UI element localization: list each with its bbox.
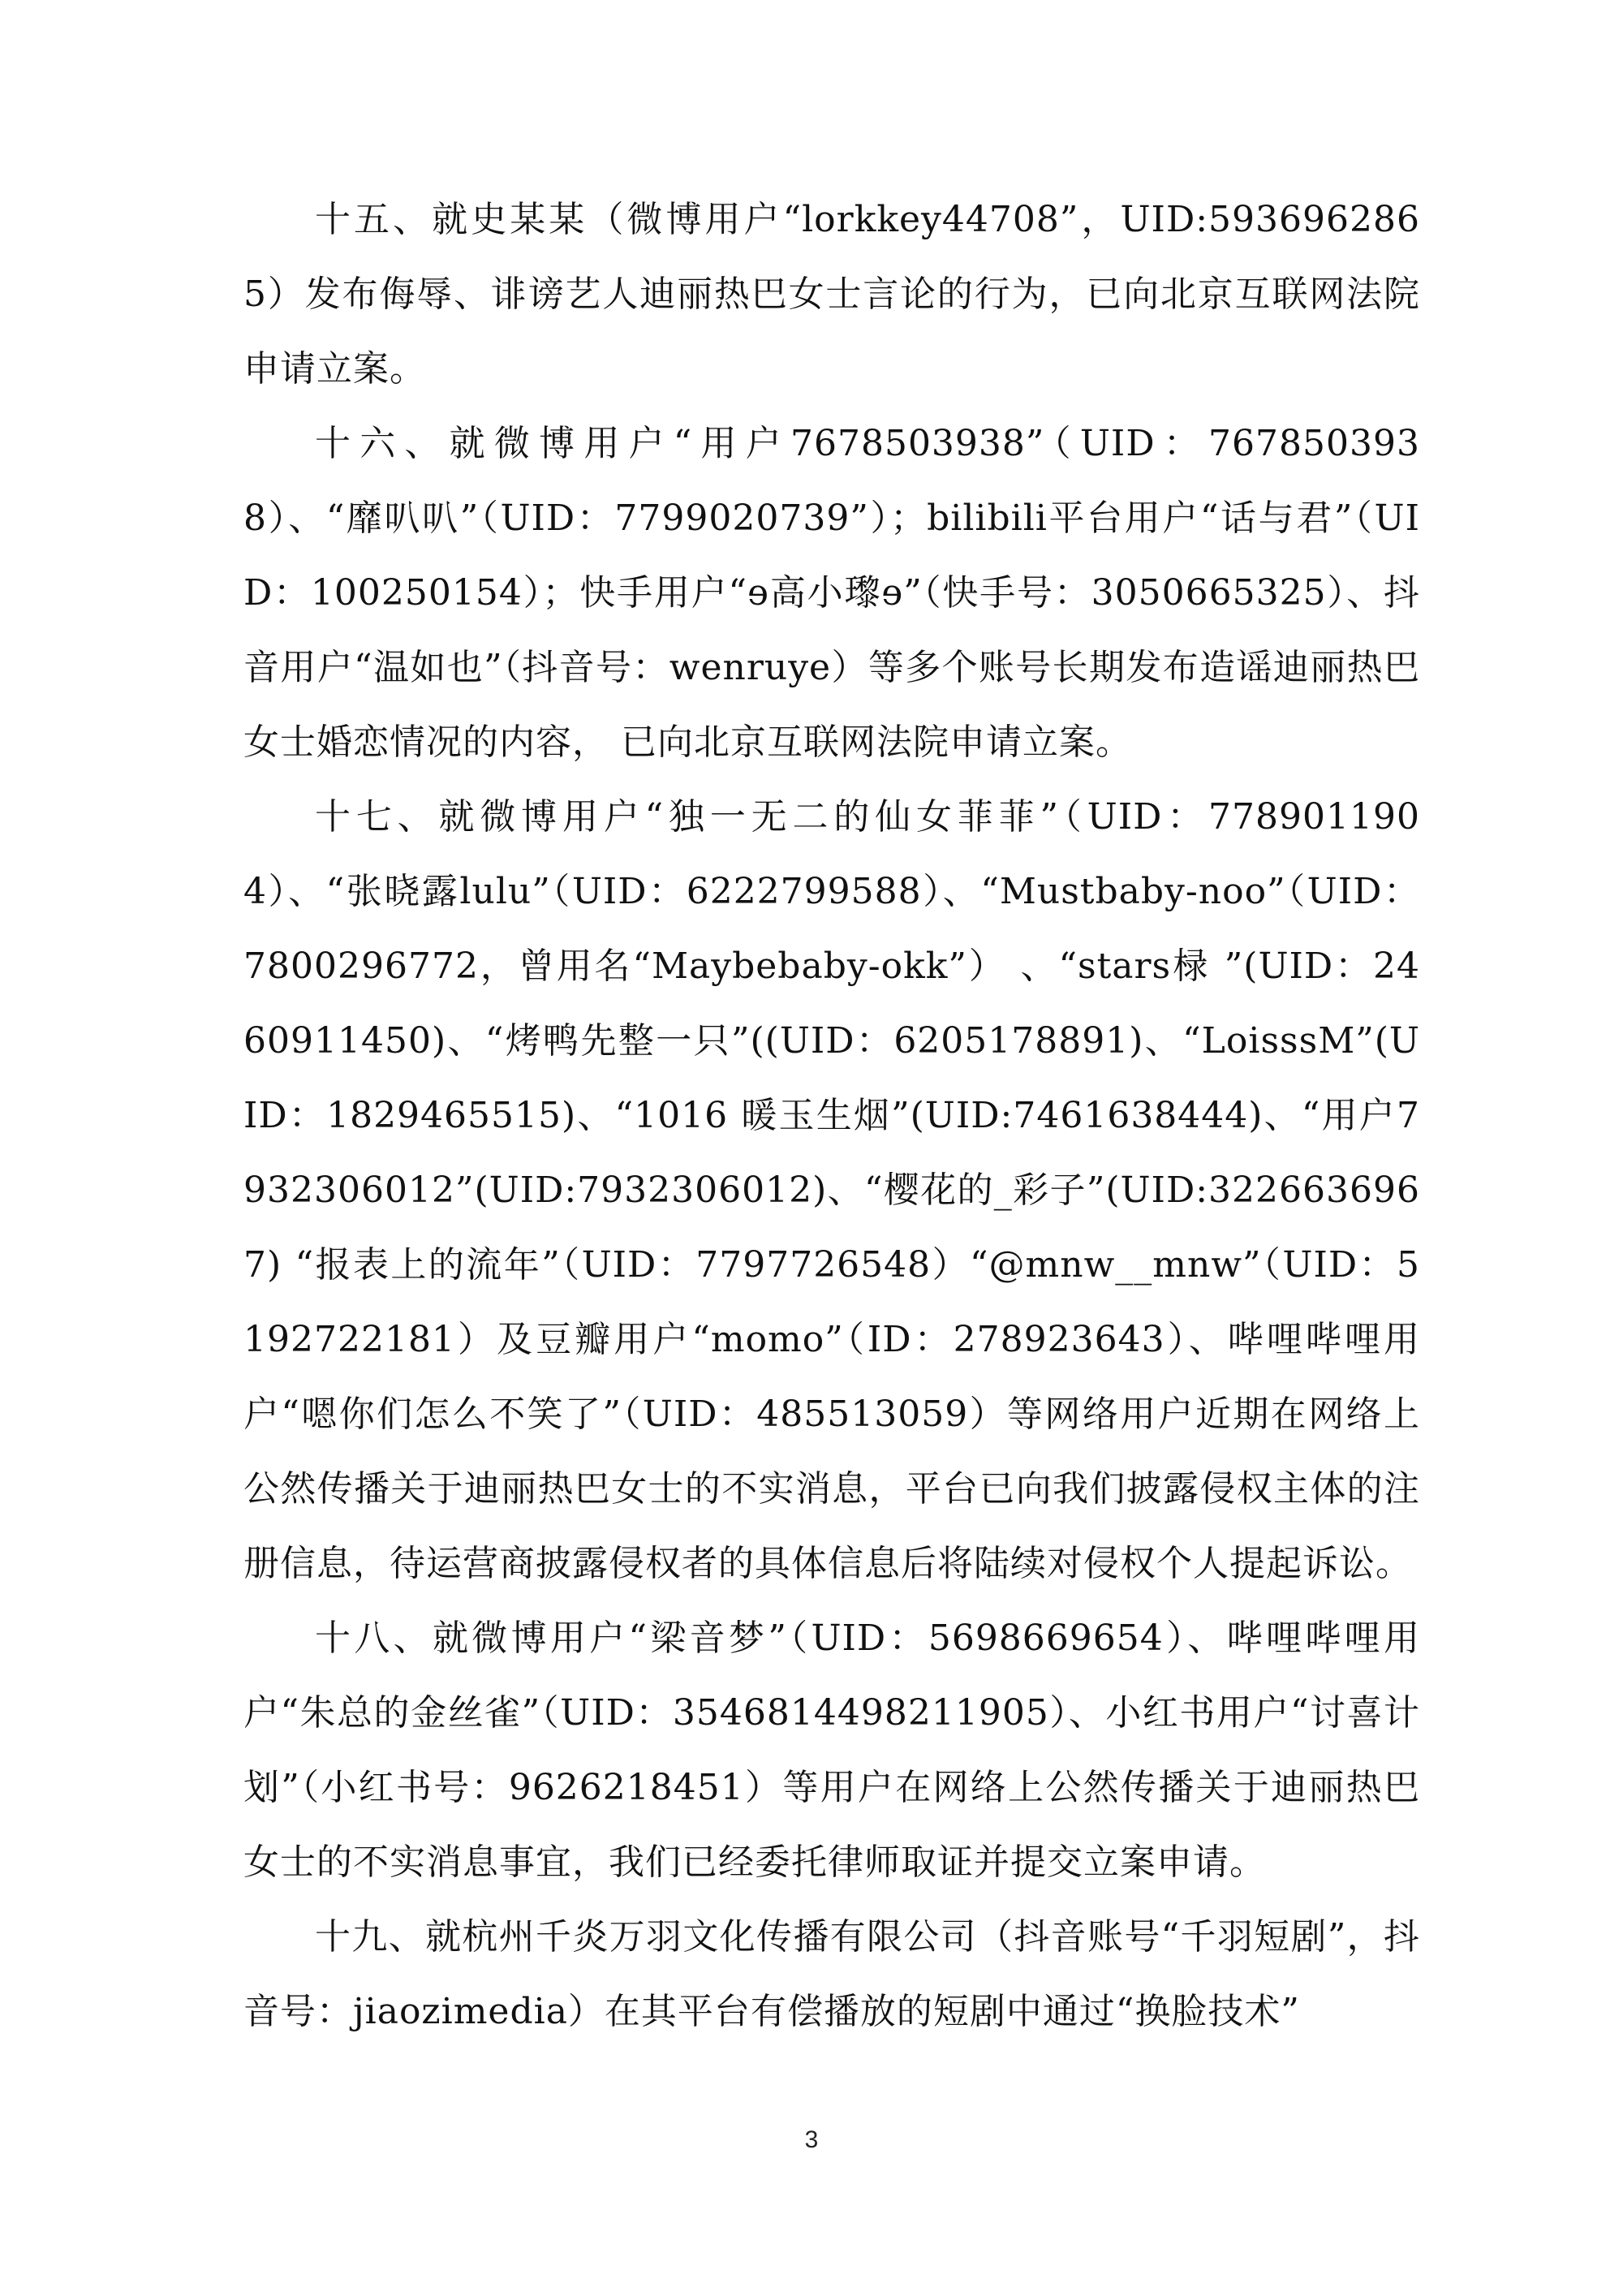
paragraph-15: 十五、就史某某（微博用户“lorkkey44708”，UID:5936962865）发布侮辱、诽谤艺人迪丽热巴女士言论的行为，已向北京互联网法院申请立案。 xyxy=(243,199,1420,390)
paragraph-18: 十八、就微博用户“梁音梦”（UID：5698669654）、哔哩哔哩用户“朱总的金丝雀”（UID：3546814498211905）、小红书用户“讨喜计划”（小红书号：9626218451）等用户在网络上公然传播关于迪丽热巴女士的不实消息事宜，我们已经委托律师取证并提交立案申请。 xyxy=(243,1618,1420,1883)
page-number: 3 xyxy=(804,2126,819,2153)
paragraph-17: 十七、就微博用户“独一无二的仙女菲菲”（UID：7789011904）、“张晓露lulu”（UID：6222799588）、“Mustbaby-noo”（UID：7800296772，曾用名“Maybebaby-okk”） 、“stars椂 ”(UID：2460911450)、“烤鸭先整一只”((UID：6205178891)、“LoisssM”(UID：1829465515)、“1016 暖玉生烟”(UID:7461638444)、“用户7932306012”(UID:7932306012)、“樱花的_彩子”(UID:3226636967) “报表上的流年”（UID：7797726548）“@mnw__mnw”（UID：5192722181）及豆瓣用户“momo”（ID：278923643）、哔哩哔哩用户“嗯你们怎么不笑了”（UID：485513059）等网络用户近期在网络上公然传播关于迪丽热巴女士的不实消息，平台已向我们披露侵权主体的注册信息，待运营商披露侵权者的具体信息后将陆续对侵权个人提起诉讼。 xyxy=(243,796,1420,1584)
paragraph-16: 十六、就微博用户“用户7678503938”（UID：7678503938）、“靡叭叭”（UID：7799020739”）；bilibili平台用户“话与君”（UID：100250154）；快手用户“ɘ高小瓈ɘ”（快手号：3050665325）、抖音用户“温如也”（抖音号：wenruye）等多个账号长期发布造谣迪丽热巴女士婚恋情况的内容， 已向北京互联网法院申请立案。 xyxy=(243,423,1420,763)
document-body xyxy=(243,183,1420,2049)
paragraph-19: 十九、就杭州千炎万羽文化传播有限公司（抖音账号“千羽短剧”，抖音号：jiaozimedia）在其平台有偿播放的短剧中通过“换脸技术” xyxy=(243,1916,1420,2032)
